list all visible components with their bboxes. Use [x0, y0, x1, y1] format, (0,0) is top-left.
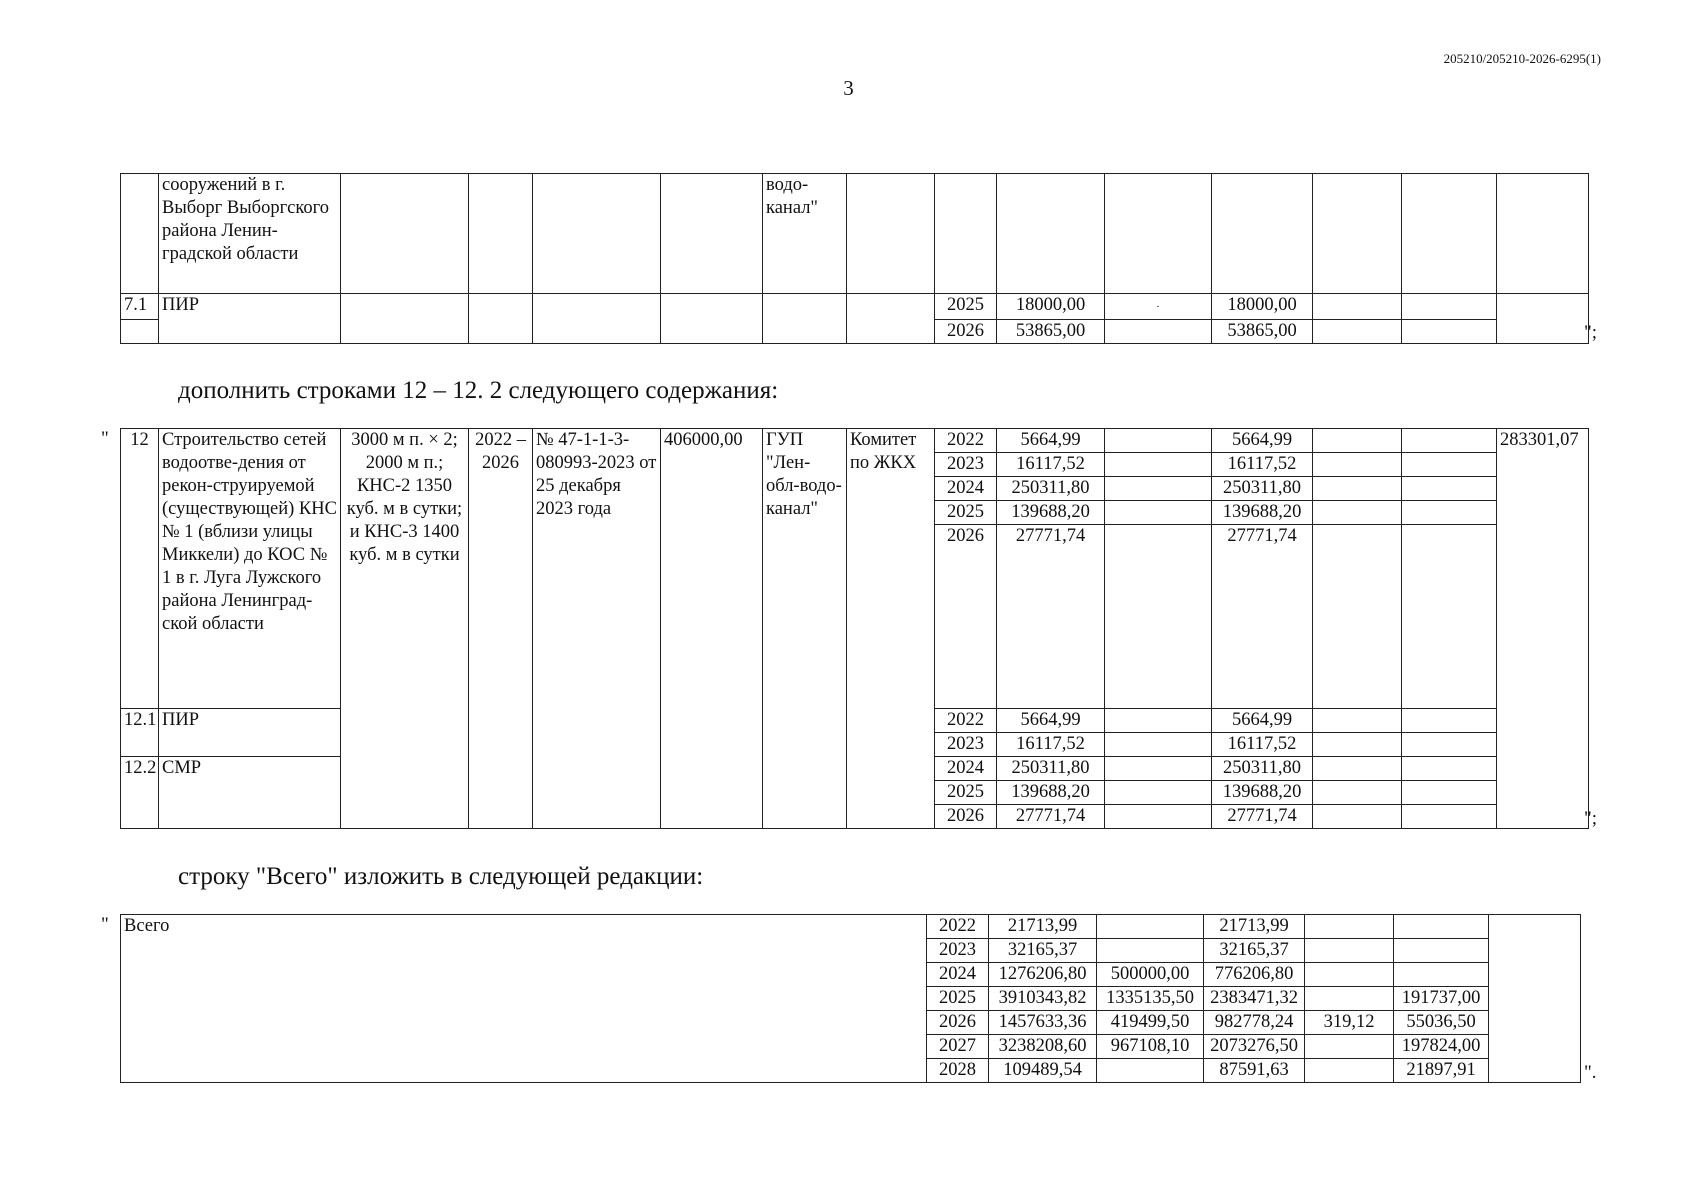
opening-quote: ": [101, 914, 109, 935]
year-cell: 2025: [927, 987, 989, 1011]
value-cell: 5664,99: [1212, 429, 1313, 453]
year-cell: 2025: [935, 781, 997, 805]
year-cell: 2026: [935, 805, 997, 829]
value-cell: 250311,80: [997, 477, 1105, 501]
total-label: Всего: [121, 915, 927, 1083]
row-name: ПИР: [159, 294, 341, 344]
year-cell: 2024: [927, 963, 989, 987]
value-cell: 419499,50: [1097, 1011, 1204, 1035]
row-name: СМР: [159, 757, 341, 829]
value-cell: 1335135,50: [1097, 987, 1204, 1011]
row-number: 12.2: [121, 757, 159, 829]
value-cell: 1276206,80: [989, 963, 1097, 987]
capacity-cell: 3000 м п. × 2; 2000 м п.; КНС-2 1350 куб. м в сутки; и КНС-3 1400 куб. м в сутки: [341, 429, 469, 829]
object-name-cell: сооружений в г. Выборг Выборгского района Ленин-градской области: [159, 174, 341, 294]
table-row: [121, 174, 1589, 294]
value-cell: 18000,00: [1212, 294, 1313, 320]
value-cell: 16117,52: [997, 733, 1105, 757]
value-cell: 2073276,50: [1204, 1035, 1305, 1059]
value-cell: [1394, 963, 1489, 987]
value-cell: 139688,20: [1212, 781, 1313, 805]
value-cell: 2383471,32: [1204, 987, 1305, 1011]
value-cell: 109489,54: [989, 1059, 1097, 1083]
year-cell: 2022: [935, 709, 997, 733]
year-cell: 2028: [927, 1059, 989, 1083]
year-cell: 2023: [935, 733, 997, 757]
page-number: 3: [843, 76, 854, 100]
value-cell: 27771,74: [1212, 805, 1313, 829]
value-cell: 250311,80: [1212, 477, 1313, 501]
customer-cell: Комитет по ЖКХ: [847, 429, 935, 829]
executor-cell: водо-канал": [763, 174, 847, 294]
value-cell: [1305, 1059, 1394, 1083]
paragraph-add-rows: дополнить строками 12 – 12. 2 следующего содержания:: [178, 377, 779, 404]
value-cell: 27771,74: [997, 525, 1105, 709]
year-cell: 2026: [935, 320, 997, 344]
year-cell: 2022: [935, 429, 997, 453]
value-cell: [1394, 939, 1489, 963]
value-cell: 5664,99: [997, 709, 1105, 733]
year-cell: 2023: [935, 453, 997, 477]
value-cell: 139688,20: [997, 501, 1105, 525]
value-cell: 21713,99: [989, 915, 1097, 939]
value-cell: [1097, 915, 1204, 939]
year-cell: 2024: [935, 757, 997, 781]
value-cell: 32165,37: [989, 939, 1097, 963]
row-number: 12.1: [121, 709, 159, 757]
value-cell: 55036,50: [1394, 1011, 1489, 1035]
value-cell: 967108,10: [1097, 1035, 1204, 1059]
opening-quote: ": [101, 428, 109, 449]
cost-cell: 406000,00: [661, 429, 763, 829]
value-cell: 21713,99: [1204, 915, 1305, 939]
value-cell: [1305, 987, 1394, 1011]
closing-quote: ".: [1584, 1062, 1597, 1083]
value-cell: 5664,99: [997, 429, 1105, 453]
value-cell: 776206,80: [1204, 963, 1305, 987]
value-cell: 16117,52: [1212, 453, 1313, 477]
value-cell: 27771,74: [997, 805, 1105, 829]
period-cell: 2022 – 2026: [469, 429, 533, 829]
value-cell: [1305, 963, 1394, 987]
value-cell: 27771,74: [1212, 525, 1313, 709]
value-cell: 3238208,60: [989, 1035, 1097, 1059]
year-cell: 2024: [935, 477, 997, 501]
year-cell: 2026: [927, 1011, 989, 1035]
table-rows-12: [120, 428, 1589, 829]
document-id: 205210/205210-2026-6295(1): [1443, 51, 1601, 66]
year-cell: 2022: [927, 915, 989, 939]
value-cell: [1097, 1059, 1204, 1083]
closing-quote: ";: [1584, 808, 1598, 829]
extra-value-cell: 283301,07: [1497, 429, 1589, 829]
row-number: 12: [121, 429, 159, 709]
value-cell: 3910343,82: [989, 987, 1097, 1011]
value-cell: 87591,63: [1204, 1059, 1305, 1083]
year-cell: 2027: [927, 1035, 989, 1059]
table-row: [121, 915, 1581, 939]
value-cell: 18000,00: [997, 294, 1105, 320]
paragraph-total-row: строку "Всего" изложить в следующей редакции:: [178, 863, 704, 890]
value-cell: [1305, 915, 1394, 939]
value-cell: 1457633,36: [989, 1011, 1097, 1035]
row-name: ПИР: [159, 709, 341, 757]
row-number: 7.1: [121, 294, 159, 320]
table-total: [120, 914, 1581, 1083]
value-cell: 21897,91: [1394, 1059, 1489, 1083]
year-cell: 2025: [935, 294, 997, 320]
value-cell: 139688,20: [997, 781, 1105, 805]
value-cell: 53865,00: [997, 320, 1105, 344]
value-cell: 500000,00: [1097, 963, 1204, 987]
closing-quote: ";: [1584, 322, 1598, 343]
value-cell: 5664,99: [1212, 709, 1313, 733]
year-cell: 2025: [935, 501, 997, 525]
expertise-cell: № 47-1-1-3-080993-2023 от 25 декабря 2023 года: [533, 429, 661, 829]
value-cell: 250311,80: [997, 757, 1105, 781]
table-row: 7.1 ПИР 2025 18000,00 · 18000,00: [121, 294, 1589, 320]
value-cell: 139688,20: [1212, 501, 1313, 525]
value-cell: 982778,24: [1204, 1011, 1305, 1035]
value-cell: 191737,00: [1394, 987, 1489, 1011]
table-row: [121, 429, 1589, 453]
value-cell: 319,12: [1305, 1011, 1394, 1035]
table-continuation: [120, 173, 1589, 344]
value-cell: 16117,52: [997, 453, 1105, 477]
year-cell: 2023: [927, 939, 989, 963]
value-cell: 53865,00: [1212, 320, 1313, 344]
value-cell: [1097, 939, 1204, 963]
value-cell: 197824,00: [1394, 1035, 1489, 1059]
value-cell: 16117,52: [1212, 733, 1313, 757]
year-cell: 2026: [935, 525, 997, 709]
object-name-cell: Строительство сетей водоотве-дения от рекон-струируемой (существующей) КНС № 1 (вблизи улицы Миккели) до КОС № 1 в г. Луга Лужского района Ленинград-ской области: [159, 429, 341, 709]
value-cell: 250311,80: [1212, 757, 1313, 781]
value-cell: [1305, 1035, 1394, 1059]
value-cell: [1305, 939, 1394, 963]
value-cell: [1394, 915, 1489, 939]
executor-cell: ГУП "Лен-обл-водо-канал": [763, 429, 847, 829]
value-cell: 32165,37: [1204, 939, 1305, 963]
